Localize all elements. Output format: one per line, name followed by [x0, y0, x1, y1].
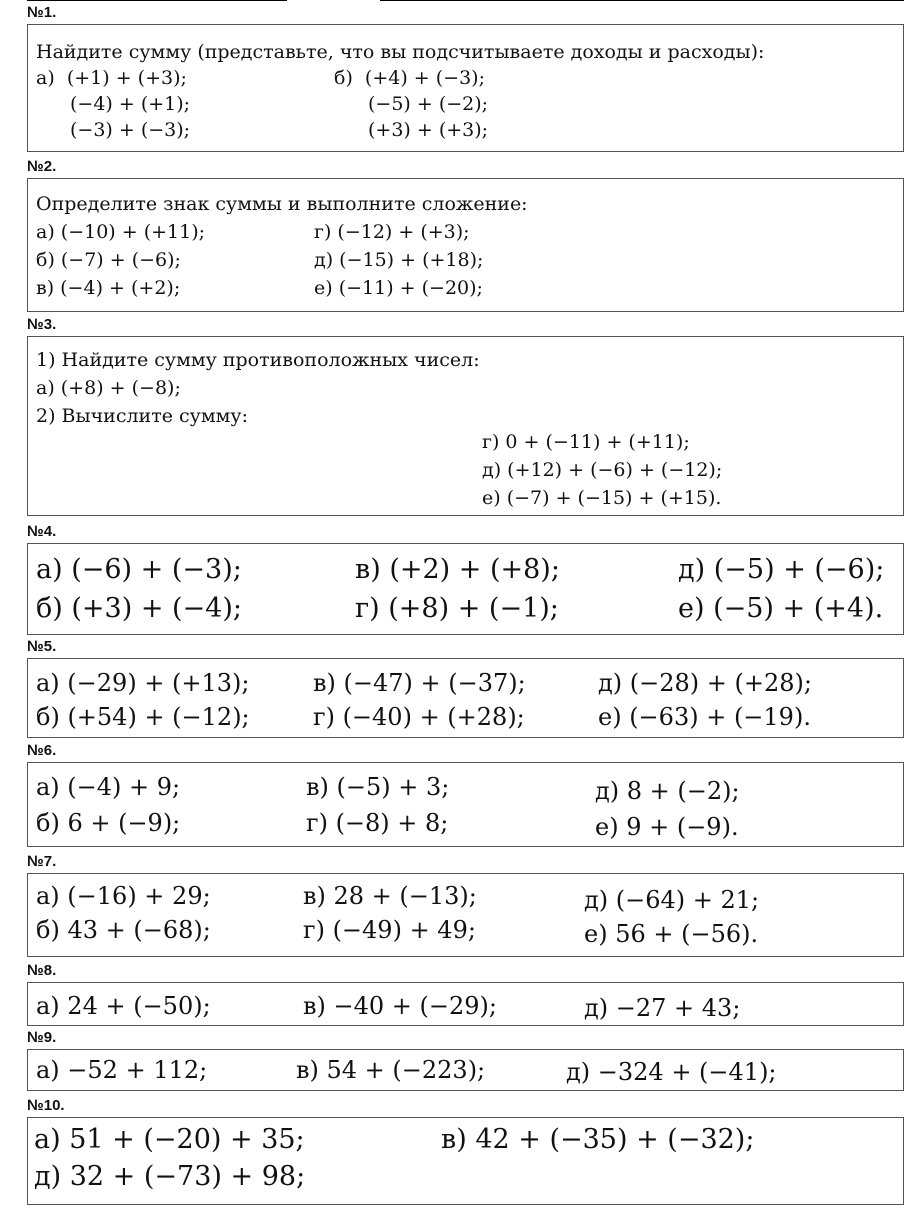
problem-8-number: №8.: [27, 962, 57, 979]
problem-3-line2: 2) Вычислите сумму:: [36, 405, 248, 427]
problem-7-number: №7.: [27, 853, 57, 870]
problem-7-item: е) 56 + (−56).: [584, 920, 759, 948]
header-rule-right: [380, 0, 904, 1]
problem-2-item: б) (−7) + (−6);: [36, 249, 181, 271]
problem-5-item: б) (+54) + (−12);: [36, 703, 250, 731]
problem-9-number: №9.: [27, 1029, 57, 1046]
problem-4-item: б) (+3) + (−4);: [36, 593, 242, 624]
problem-2-item: е) (−11) + (−20);: [314, 277, 483, 299]
problem-1-item: б) (+4) + (−3);: [334, 67, 485, 89]
problem-4-number: №4.: [27, 523, 57, 540]
problem-7-item: а) (−16) + 29;: [36, 882, 211, 910]
problem-5-number: №5.: [27, 638, 57, 655]
problem-6-item: г) (−8) + 8;: [306, 809, 449, 837]
problem-7-item: г) (−49) + 49;: [303, 916, 476, 944]
problem-2-item: г) (−12) + (+3);: [314, 221, 470, 243]
problem-3-line1: 1) Найдите сумму противоположных чисел:: [36, 349, 480, 371]
problem-2-box: [27, 178, 904, 312]
problem-1-item: (−5) + (−2);: [368, 93, 489, 115]
problem-10-item: в) 42 + (−35) + (−32);: [441, 1124, 755, 1155]
problem-8-item: д) −27 + 43;: [584, 994, 741, 1022]
problem-4-item: а) (−6) + (−3);: [36, 554, 242, 585]
problem-3-item: г) 0 + (−11) + (+11);: [482, 431, 690, 453]
problem-9-item: в) 54 + (−223);: [296, 1056, 486, 1084]
problem-6-item: б) 6 + (−9);: [36, 809, 181, 837]
problem-7-box: [27, 873, 904, 957]
problem-6-number: №6.: [27, 742, 57, 759]
header-rule-left: [27, 0, 287, 1]
problem-4-item: д) (−5) + (−6);: [678, 554, 885, 585]
problem-5-box: [27, 658, 904, 738]
problem-5-item: г) (−40) + (+28);: [313, 703, 525, 731]
problem-5-item: д) (−28) + (+28);: [598, 669, 812, 697]
problem-1-item: (−4) + (+1);: [70, 93, 191, 115]
problem-7-item: д) (−64) + 21;: [584, 886, 760, 914]
problem-4-item: в) (+2) + (+8);: [355, 554, 560, 585]
problem-9-item: д) −324 + (−41);: [566, 1058, 777, 1086]
problem-10-item: а) 51 + (−20) + 35;: [34, 1124, 305, 1155]
problem-1-item: (−3) + (−3);: [70, 119, 191, 141]
problem-6-item: д) 8 + (−2);: [595, 777, 740, 805]
problem-1-instruction: Найдите сумму (представьте, что вы подсчитываете доходы и расходы):: [36, 41, 765, 63]
problem-2-number: №2.: [27, 158, 57, 175]
problem-10-number: №10.: [27, 1097, 65, 1114]
problem-3-item: е) (−7) + (−15) + (+15).: [482, 487, 722, 509]
problem-10-item: д) 32 + (−73) + 98;: [34, 1161, 306, 1192]
problem-3-item: д) (+12) + (−6) + (−12);: [482, 459, 723, 481]
problem-1-item: (+3) + (+3);: [368, 119, 489, 141]
problem-2-item: д) (−15) + (+18);: [314, 249, 484, 271]
problem-9-item: а) −52 + 112;: [36, 1056, 208, 1084]
problem-8-item: в) −40 + (−29);: [303, 992, 497, 1020]
problem-6-item: е) 9 + (−9).: [595, 813, 739, 841]
problem-5-item: е) (−63) + (−19).: [598, 703, 811, 731]
problem-4-box: [27, 543, 904, 635]
problem-7-item: б) 43 + (−68);: [36, 916, 211, 944]
problem-5-item: а) (−29) + (+13);: [36, 669, 250, 697]
problem-3-number: №3.: [27, 316, 57, 333]
problem-3-item-a: а) (+8) + (−8);: [36, 377, 181, 399]
problem-6-box: [27, 762, 904, 847]
problem-2-item: в) (−4) + (+2);: [36, 277, 181, 299]
problem-7-item: в) 28 + (−13);: [303, 882, 477, 910]
problem-9-box: [27, 1049, 904, 1091]
problem-2-item: а) (−10) + (+11);: [36, 221, 206, 243]
problem-8-item: а) 24 + (−50);: [36, 992, 211, 1020]
problem-6-item: в) (−5) + 3;: [306, 773, 450, 801]
problem-4-item: г) (+8) + (−1);: [355, 593, 559, 624]
problem-1-number: №1.: [27, 4, 57, 21]
problem-4-item: е) (−5) + (+4).: [678, 593, 884, 624]
problem-10-box: [27, 1117, 904, 1205]
problem-3-box: [27, 336, 904, 516]
problem-5-item: в) (−47) + (−37);: [313, 669, 526, 697]
problem-6-item: а) (−4) + 9;: [36, 773, 181, 801]
problem-2-instruction: Определите знак суммы и выполните сложение:: [36, 193, 528, 215]
problem-8-box: [27, 982, 904, 1026]
problem-1-item: а) (+1) + (+3);: [36, 67, 187, 89]
problem-1-box: [27, 24, 904, 152]
